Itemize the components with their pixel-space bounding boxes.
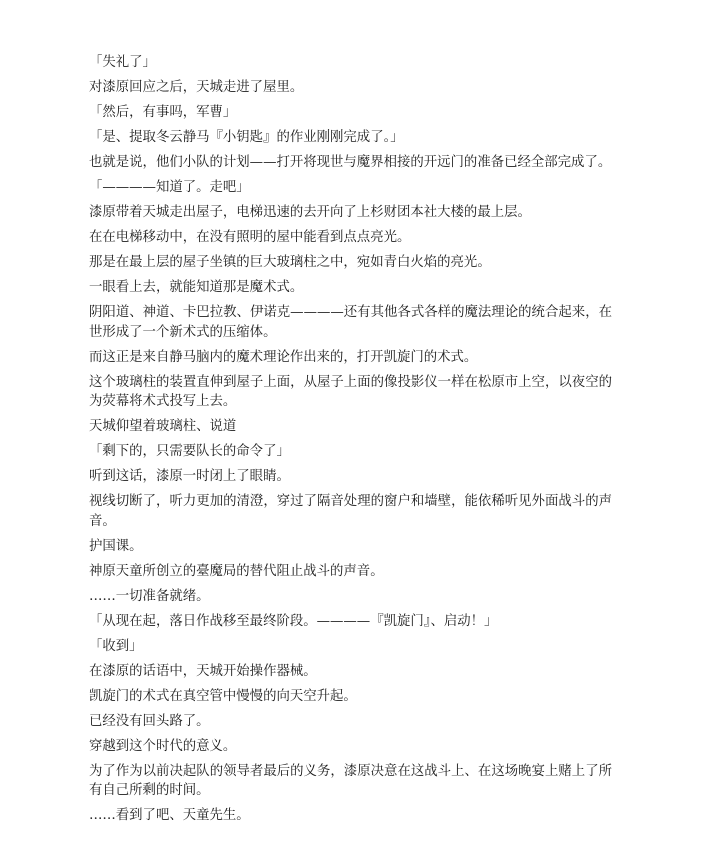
paragraph: 为了作为以前决起队的领导者最后的义务，漆原决意在这战斗上、在这场晚宴上赌上了所有自己所剩的时间。 <box>89 763 612 798</box>
paragraph: 凯旋门的术式在真空管中慢慢的向天空升起。 <box>89 688 357 704</box>
paragraph: 一眼看上去，就能知道那是魔术式。 <box>89 280 304 295</box>
paragraph: 也就是说，他们小队的计划——打开将现世与魔界相接的开远门的准备已经全部完成了。 <box>89 155 612 170</box>
paragraph: ……一切准备就绪。 <box>89 588 210 604</box>
paragraph: 「————知道了。走吧」 <box>89 180 250 195</box>
paragraph: 而这正是来自静马脑内的魔术理论作出来的，打开凯旋门的术式。 <box>89 349 478 365</box>
paragraph: 那是在最上层的屋子坐镇的巨大玻璃柱之中，宛如青白火焰的亮光。 <box>89 255 491 270</box>
paragraph: 漆原带着天城走出屋子，电梯迅速的去开向了上杉财团本社大楼的最上层。 <box>89 205 531 220</box>
paragraph: 「从现在起，落日作战移至最终阶段。————『凯旋门』、启动！」 <box>89 613 498 629</box>
paragraph: 「是、提取冬云静马『小钥匙』的作业刚刚完成了。」 <box>89 130 404 145</box>
paragraph: 护国课。 <box>89 538 143 554</box>
paragraph: 阴阳道、神道、卡巴拉教、伊诺克————还有其他各式各样的魔法理论的统合起来，在世形成了一个新术式的压缩体。 <box>89 305 612 340</box>
paragraph: 这个玻璃柱的装置直伸到屋子上面，从屋子上面的像投影仪一样在松原市上空，以夜空的为荧幕将术式投写上去。 <box>89 374 612 409</box>
paragraph: 「收到」 <box>89 638 143 654</box>
paragraph: ……看到了吧、天童先生。 <box>89 808 250 823</box>
paragraph: 视线切断了，听力更加的清澄，穿过了隔音处理的窗户和墙壁，能依稀听见外面战斗的声音。 <box>89 494 612 529</box>
paragraph: 穿越到这个时代的意义。 <box>89 738 237 754</box>
paragraph: 「失礼了」 <box>89 55 156 70</box>
paragraph: 在漆原的话语中，天城开始操作器械。 <box>89 663 317 679</box>
paragraph: 听到这话，漆原一时闭上了眼睛。 <box>89 469 290 484</box>
paragraph: 已经没有回头路了。 <box>89 713 210 729</box>
paragraph: 对漆原回应之后，天城走进了屋里。 <box>89 80 304 95</box>
paragraph: 神原天童所创立的臺魔局的替代阻止战斗的声音。 <box>89 563 384 579</box>
paragraph: 「剩下的，只需要队长的命令了」 <box>89 444 290 459</box>
paragraph: 天城仰望着玻璃柱、说道 <box>89 419 237 434</box>
paragraph: 「然后，有事吗，军曹」 <box>89 105 237 120</box>
paragraph: 在在电梯移动中，在没有照明的屋中能看到点点亮光。 <box>89 230 411 245</box>
